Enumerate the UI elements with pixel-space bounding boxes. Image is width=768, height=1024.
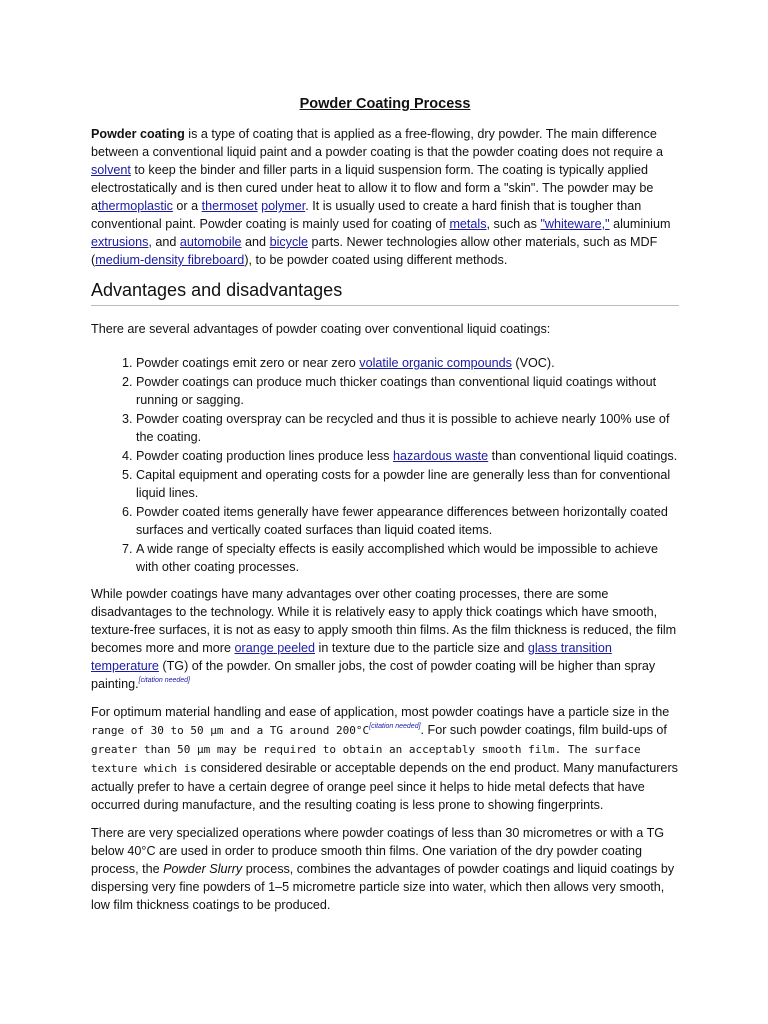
list-item: 3. Powder coating overspray can be recycled and thus it is possible to achieve nearly 100% use of the coating. <box>136 410 679 446</box>
list-item: 6. Powder coated items generally have fewer appearance differences between horizontally coated surfaces and vertically coated surfaces than liquid coated items. <box>136 503 679 539</box>
citation-needed-link[interactable]: [citation needed] <box>138 677 190 684</box>
document-content <box>91 94 679 914</box>
list-item: 5. Capital equipment and operating costs for a powder line are generally less than for conventional liquid lines. <box>136 466 679 502</box>
citation-needed-link[interactable]: [citation needed] <box>369 723 421 730</box>
disadvantages-paragraph: While powder coatings have many advantages over other coating processes, there are some disadvantages to the technology. While it is relatively easy to apply thick coatings which have smooth, texture-free surfaces, it is not as easy to apply smooth thin films. As the film thickness is reduced, the film becomes more and more orange peeled in texture due to the particle size and glass transition temperature (TG) of the powder. On smaller jobs, the cost of powder coating will be higher than spray painting.[citation needed] <box>91 587 677 691</box>
link-extrusions[interactable]: extrusions <box>91 235 149 249</box>
link-hazardous-waste[interactable]: hazardous waste <box>392 449 489 463</box>
link-whiteware[interactable]: "whiteware," <box>540 217 610 231</box>
list-item: 4. Powder coating production lines produce less hazardous waste than conventional liquid coatings. <box>136 447 679 465</box>
advantages-intro: There are several advantages of powder coating over conventional liquid coatings: <box>91 322 551 336</box>
link-thermoplastic[interactable]: thermoplastic <box>98 199 173 213</box>
particle-size-paragraph: For optimum material handling and ease of application, most powder coatings have a particle size in the range of 30 to 50 µm and a TG around 200°C[citation needed]. For such powder coatings, film build-ups of greater than 50 µm may be required to obtain an acceptably smooth film. The surface texture which is considered desirable or acceptable depends on the end product. Many manufacturers actually prefer to have a certain degree of orange peel since it helps to hide metal defects that have occurred during manufacture, and the resulting coating is less prone to showing fingerprints. <box>91 705 678 812</box>
slurry-paragraph: There are very specialized operations where powder coatings of less than 30 micrometres or with a TG below 40°C are used in order to produce smooth thin films. One variation of the dry powder coating process, the Powder Slurry process, combines the advantages of powder coatings and liquid coatings by dispersing very fine powders of 1–5 micrometre particle size into water, which then allows very smooth, low film thickness coatings to be produced. <box>91 826 675 912</box>
link-mdf[interactable]: medium-density fibreboard <box>95 253 245 267</box>
link-orange-peeled[interactable]: orange peeled <box>234 641 316 655</box>
link-bicycle[interactable]: bicycle <box>269 235 309 249</box>
section-heading: Advantages and disadvantages <box>91 277 679 306</box>
advantages-list <box>91 354 679 576</box>
link-metals[interactable]: metals <box>449 217 487 231</box>
intro-paragraph: Powder coating is a type of coating that is applied as a free-flowing, dry powder. The main difference between a conventional liquid paint and a powder coating is that the powder coating does not require a solvent to keep the binder and filler parts in a liquid suspension form. The coating is typically applied electrostatically and is then cured under heat to allow it to flow and form a "skin". The powder may be athermoplastic or a thermoset polymer. It is usually used to create a hard finish that is tougher than conventional paint. Powder coating is mainly used for coating of metals, such as "whiteware," aluminium extrusions, and automobile and bicycle parts. Newer technologies allow other materials, such as MDF (medium-density fibreboard), to be powder coated using different methods. <box>91 127 671 267</box>
link-solvent[interactable]: solvent <box>91 163 131 177</box>
link-automobile[interactable]: automobile <box>179 235 242 249</box>
link-polymer[interactable]: polymer <box>261 199 306 213</box>
link-thermoset[interactable]: thermoset <box>201 199 258 213</box>
list-item: 7. A wide range of specialty effects is easily accomplished which would be impossible to achieve with other coating processes. <box>136 540 679 576</box>
link-voc[interactable]: volatile organic compounds <box>359 356 512 370</box>
link-glass-transition[interactable]: glass transition temperature <box>91 641 612 673</box>
intro-bold-term: Powder coating <box>91 127 185 141</box>
list-item: 1. Powder coatings emit zero or near zero volatile organic compounds (VOC). <box>136 354 679 372</box>
page-title: Powder Coating Process <box>299 96 471 112</box>
list-item: 2. Powder coatings can produce much thicker coatings than conventional liquid coatings without running or sagging. <box>136 373 679 409</box>
